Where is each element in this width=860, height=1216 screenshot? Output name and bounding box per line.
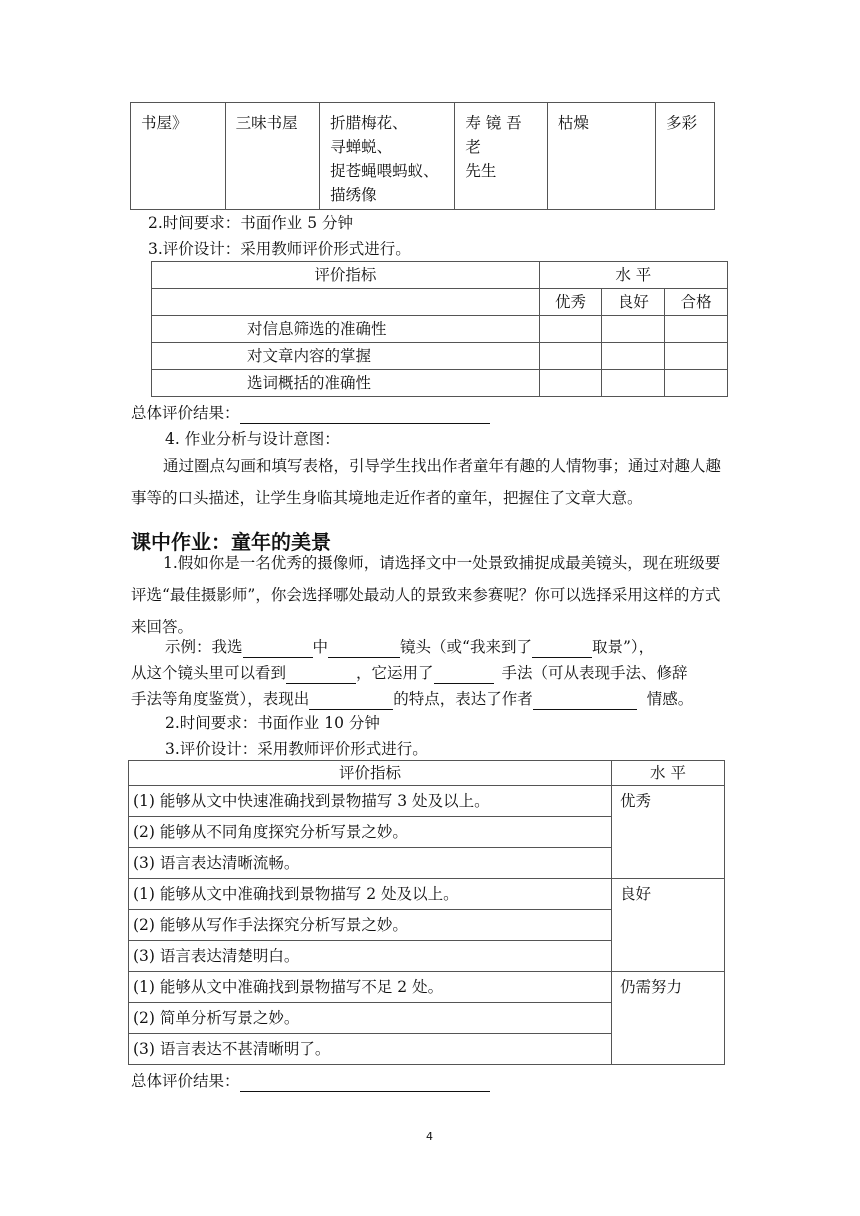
score-cell xyxy=(665,343,728,370)
overall-label: 总体评价结果： xyxy=(131,1072,240,1090)
section-heading: 课中作业：童年的美景 xyxy=(131,530,331,554)
empty-cell xyxy=(152,289,540,316)
time-requirement-1: 2.时间要求：书面作业 5 分钟 xyxy=(148,214,354,232)
top-table xyxy=(130,102,715,210)
top-cell-4: 寿 镜 吾 老 先生 xyxy=(455,103,547,210)
blank-5[interactable] xyxy=(434,665,494,684)
analysis-title: 4. 作业分析与设计意图： xyxy=(165,430,340,448)
criterion: (3) 语言表达清晰流畅。 xyxy=(129,848,612,879)
criterion: (2) 能够从写作手法探究分析写景之妙。 xyxy=(129,910,612,941)
blank-2[interactable] xyxy=(328,639,400,658)
eval-design-2: 3.评价设计：采用教师评价形式进行。 xyxy=(165,740,428,758)
result-blank[interactable] xyxy=(240,405,490,424)
example-line-3: 手法等角度鉴赏），表现出 的特点，表达了作者 情感。 xyxy=(131,690,694,708)
top-cell-5: 枯燥 xyxy=(547,103,655,210)
level-excellent: 优秀 xyxy=(539,289,602,316)
blank-1[interactable] xyxy=(243,639,313,658)
criterion: (2) 简单分析写景之妙。 xyxy=(129,1003,612,1034)
score-cell xyxy=(539,370,602,397)
score-cell xyxy=(665,370,728,397)
indicator-row: 选词概括的准确性 xyxy=(152,370,540,397)
score-cell xyxy=(665,316,728,343)
level-cell: 仍需努力 xyxy=(612,972,725,1065)
blank-6[interactable] xyxy=(309,691,393,710)
top-cell-2: 三味书屋 xyxy=(225,103,319,210)
score-cell xyxy=(602,316,665,343)
example-line-1: 示例：我选 中 镜头（或“我来到了 取景”）， xyxy=(165,638,655,656)
criterion: (3) 语言表达不甚清晰明了。 xyxy=(129,1034,612,1065)
result-blank[interactable] xyxy=(240,1073,490,1092)
header-level: 水 平 xyxy=(539,262,727,289)
criterion: (1) 能够从文中快速准确找到景物描写 3 处及以上。 xyxy=(129,786,612,817)
criterion: (3) 语言表达清楚明白。 xyxy=(129,941,612,972)
header-level: 水 平 xyxy=(612,761,725,786)
question-1: 1.假如你是一名优秀的摄像师，请选择文中一处景致捕捉成最美镜头，现在班级要评选“最佳摄影师”，你会选择哪处最动人的景致来参赛呢？你可以选择采用这样的方式来回答。 xyxy=(131,554,721,636)
score-cell xyxy=(539,343,602,370)
level-cell: 优秀 xyxy=(612,786,725,879)
criterion: (1) 能够从文中准确找到景物描写不足 2 处。 xyxy=(129,972,612,1003)
time-requirement-2: 2.时间要求：书面作业 10 分钟 xyxy=(165,714,380,732)
top-cell-3: 折腊梅花、 寻蝉蜕、 捉苍蝇喂蚂蚁、 描绣像 xyxy=(320,103,455,210)
page-number: 4 xyxy=(426,1130,433,1143)
level-good: 良好 xyxy=(602,289,665,316)
score-cell xyxy=(602,370,665,397)
indicator-row: 对信息筛选的准确性 xyxy=(152,316,540,343)
eval-design-1: 3.评价设计：采用教师评价形式进行。 xyxy=(148,240,411,258)
overall-result-1 xyxy=(131,402,490,424)
criterion: (1) 能够从文中准确找到景物描写 2 处及以上。 xyxy=(129,879,612,910)
analysis-text: 通过圈点勾画和填写表格，引导学生找出作者童年有趣的人情物事；通过对趣人趣事等的口头描述，让学生身临其境地走近作者的童年，把握住了文章大意。 xyxy=(131,457,722,507)
blank-3[interactable] xyxy=(532,639,592,658)
level-pass: 合格 xyxy=(665,289,728,316)
example-line-2: 从这个镜头里可以看到 ，它运用了 手法（可从表现手法、修辞 xyxy=(131,664,688,682)
level-cell: 良好 xyxy=(612,879,725,972)
criterion: (2) 能够从不同角度探究分析写景之妙。 xyxy=(129,817,612,848)
blank-4[interactable] xyxy=(286,665,356,684)
score-cell xyxy=(602,343,665,370)
overall-label: 总体评价结果： xyxy=(131,404,240,422)
header-indicator: 评价指标 xyxy=(152,262,540,289)
indicator-row: 对文章内容的掌握 xyxy=(152,343,540,370)
overall-result-2 xyxy=(131,1070,490,1092)
eval-table-1 xyxy=(151,261,728,397)
blank-7[interactable] xyxy=(533,691,637,710)
top-cell-1: 书屋》 xyxy=(131,103,226,210)
score-cell xyxy=(539,316,602,343)
eval-table-2 xyxy=(128,760,725,1065)
top-cell-6: 多彩 xyxy=(656,103,715,210)
header-indicator: 评价指标 xyxy=(129,761,612,786)
